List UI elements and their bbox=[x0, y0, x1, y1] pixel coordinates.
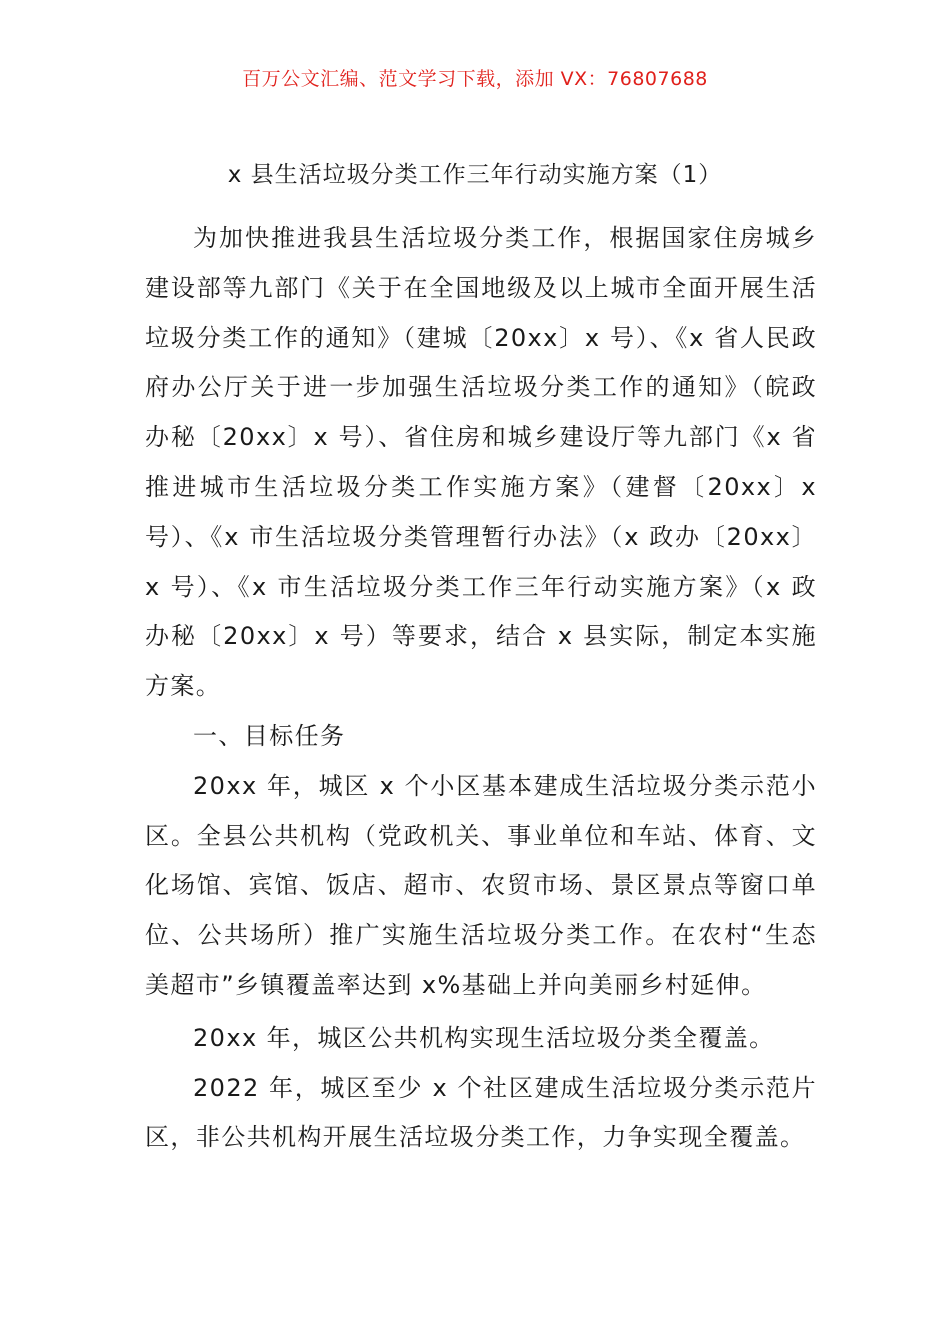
section-heading-goals: 一、目标任务 bbox=[193, 721, 346, 750]
header-banner: 百万公文汇编、范文学习下载，添加 VX：76807688 bbox=[242, 68, 708, 90]
document-title: x 县生活垃圾分类工作三年行动实施方案（1） bbox=[227, 162, 723, 188]
paragraph-goal-1: 20xx 年，城区 x 个小区基本建成生活垃圾分类示范小区。全县公共机构（党政机关、事业单位和车站、体育、文化场馆、宾馆、饭店、超市、农贸市场、景区景点等窗口单位、公共场所）推广实施生活垃圾分类工作。在农村“生态美超市”乡镇覆盖率达到 x%基础上并向美丽乡村延伸。 bbox=[145, 771, 817, 999]
paragraph-intro: 为加快推进我县生活垃圾分类工作，根据国家住房城乡建设部等九部门《关于在全国地级及以上城市全面开展生活垃圾分类工作的通知》（建城〔20xx〕x 号）、《x 省人民政府办公厅关于进一步加强生活垃圾分类工作的通知》（皖政办秘〔20xx〕x 号）、省住房和城乡建设厅等九部门《x 省推进城市生活垃圾分类工作实施方案》（建督〔20xx〕x 号）、《x 市生活垃圾分类管理暂行办法》（x 政办〔20xx〕x 号）、《x 市生活垃圾分类工作三年行动实施方案》（x 政办秘〔20xx〕x 号）等要求，结合 x 县实际，制定本实施方案。 bbox=[145, 224, 817, 701]
paragraph-goal-3: 2022 年，城区至少 x 个社区建成生活垃圾分类示范片区，非公共机构开展生活垃圾分类工作，力争实现全覆盖。 bbox=[145, 1073, 817, 1152]
paragraph-goal-2: 20xx 年，城区公共机构实现生活垃圾分类全覆盖。 bbox=[193, 1023, 775, 1052]
document-body bbox=[145, 214, 817, 1163]
